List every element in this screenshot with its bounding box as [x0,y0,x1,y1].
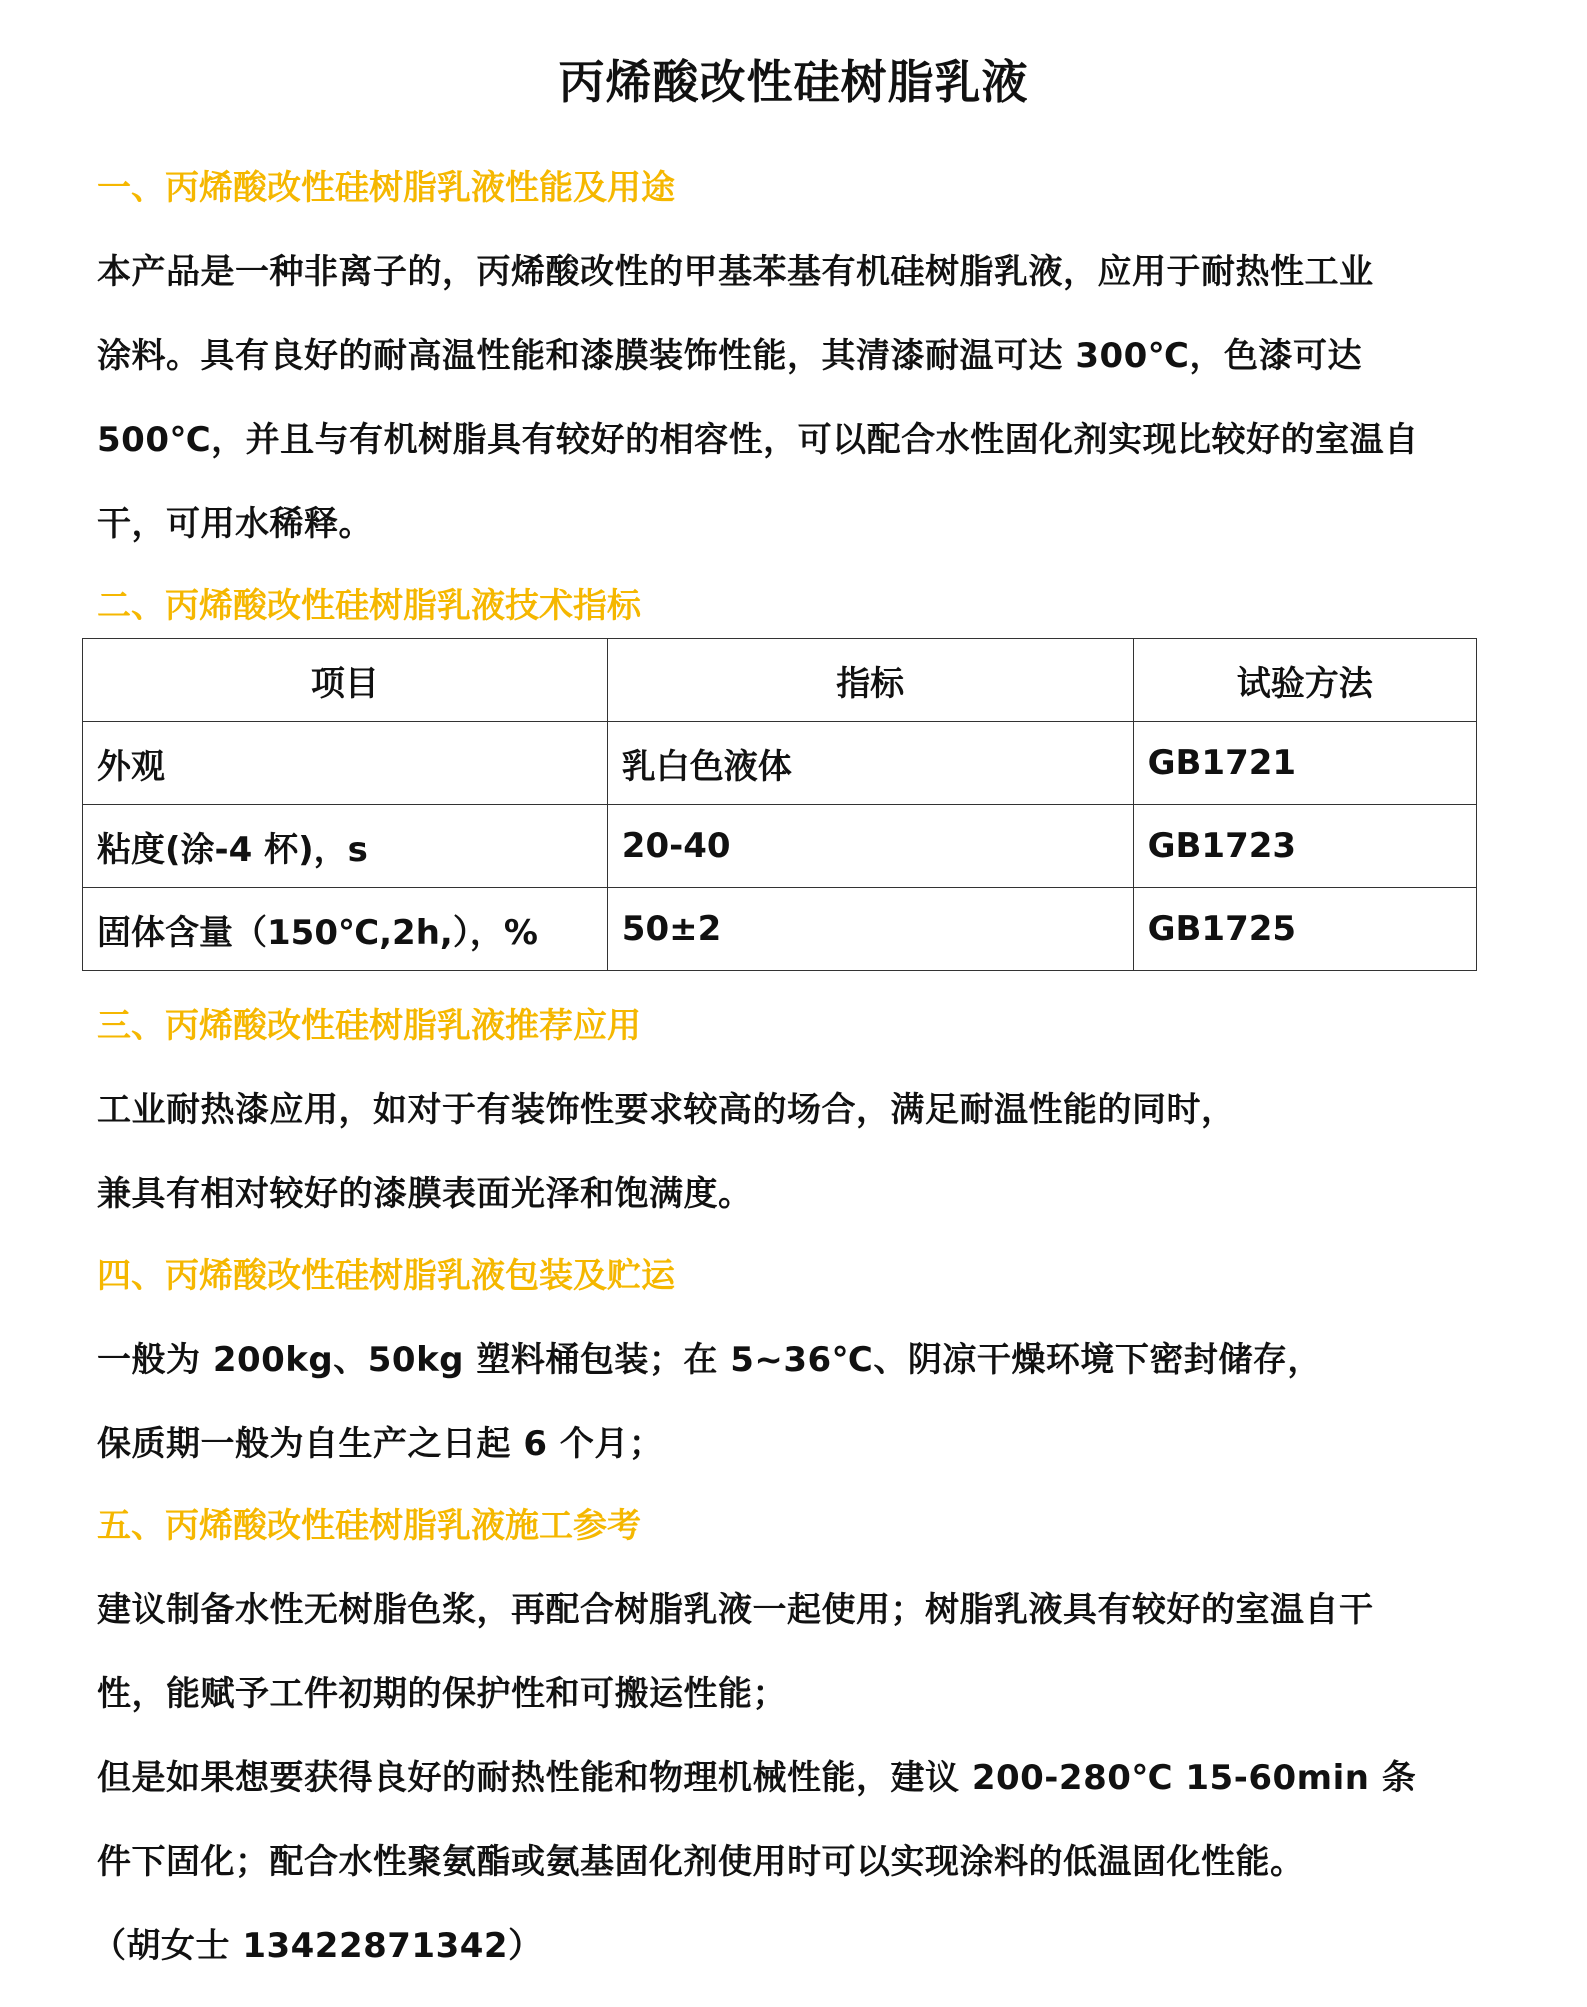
section-2-heading: 二、丙烯酸改性硅树脂乳液技术指标 [97,586,641,626]
table-row [83,888,1477,971]
section-1-line-2: 涂料。具有良好的耐高温性能和漆膜装饰性能，其清漆耐温可达 300℃，色漆可达 [97,336,1362,376]
section-5-line-1: 建议制备水性无树脂色浆，再配合树脂乳液一起使用；树脂乳液具有较好的室温自干 [97,1590,1374,1630]
table-cell: 20-40 [607,805,1133,888]
section-1-line-4: 干，可用水稀释。 [97,504,373,544]
table-row [83,722,1477,805]
section-4-line-2: 保质期一般为自生产之日起 6 个月； [97,1424,664,1464]
section-3-line-2: 兼具有相对较好的漆膜表面光泽和饱满度。 [97,1174,753,1214]
section-3-line-1: 工业耐热漆应用，如对于有装饰性要求较高的场合，满足耐温性能的同时， [97,1090,1236,1130]
table-cell: GB1721 [1133,722,1476,805]
table-cell: 粘度(涂-4 杯)，s [83,805,608,888]
section-4-line-1: 一般为 200kg、50kg 塑料桶包装；在 5~36℃、阴凉干燥环境下密封储存， [97,1340,1322,1380]
table-cell: GB1723 [1133,805,1476,888]
table-header-row [83,639,1477,722]
section-5-line-4: 件下固化；配合水性聚氨酯或氨基固化剂使用时可以实现涂料的低温固化性能。 [97,1842,1305,1882]
table-cell: GB1725 [1133,888,1476,971]
table-header-method: 试验方法 [1133,639,1476,722]
spec-table [82,638,1477,971]
table-cell: 固体含量（150℃,2h,），% [83,888,608,971]
section-5-heading: 五、丙烯酸改性硅树脂乳液施工参考 [97,1506,641,1546]
section-3-heading: 三、丙烯酸改性硅树脂乳液推荐应用 [97,1006,641,1046]
section-1-line-3: 500℃，并且与有机树脂具有较好的相容性，可以配合水性固化剂实现比较好的室温自 [97,420,1419,460]
table-cell: 外观 [83,722,608,805]
section-5-line-2: 性，能赋予工件初期的保护性和可搬运性能； [97,1674,787,1714]
table-cell: 乳白色液体 [607,722,1133,805]
table-row [83,805,1477,888]
contact-info: （胡女士 13422871342） [92,1926,543,1966]
section-5-line-3: 但是如果想要获得良好的耐热性能和物理机械性能，建议 200-280℃ 15-60min 条 [97,1758,1417,1798]
section-1-line-1: 本产品是一种非离子的，丙烯酸改性的甲基苯基有机硅树脂乳液，应用于耐热性工业 [97,252,1374,292]
table-header-item: 项目 [83,639,608,722]
section-1-heading: 一、丙烯酸改性硅树脂乳液性能及用途 [97,168,675,208]
section-4-heading: 四、丙烯酸改性硅树脂乳液包装及贮运 [97,1256,675,1296]
table-header-spec: 指标 [607,639,1133,722]
table-cell: 50±2 [607,888,1133,971]
document-title: 丙烯酸改性硅树脂乳液 [558,55,1029,109]
